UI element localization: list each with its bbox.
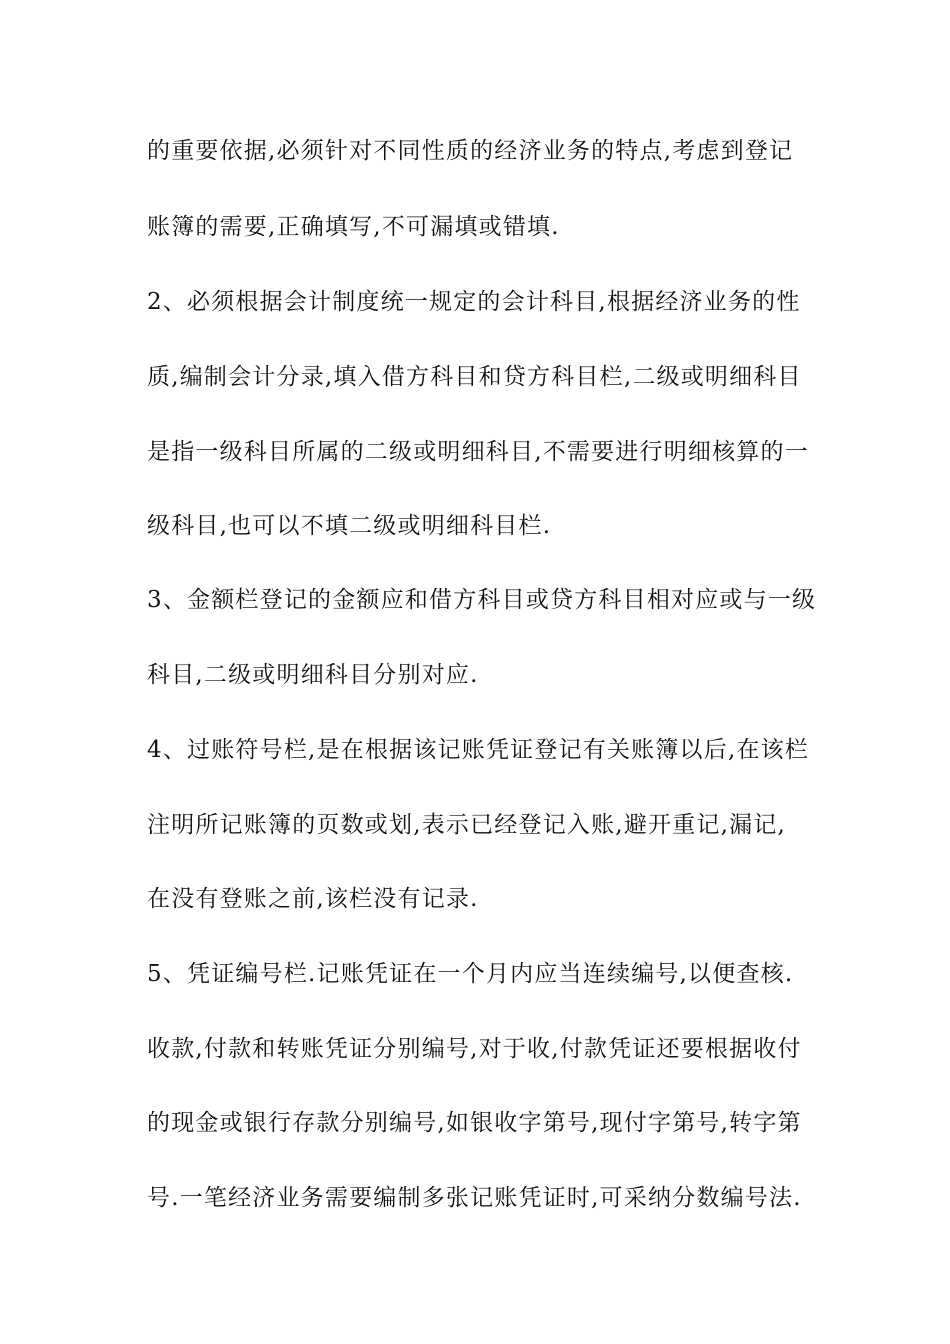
text-line: 科目,二级或明细科目分别对应. <box>147 662 479 688</box>
text-line: 2、必须根据会计制度统一规定的会计科目,根据经济业务的性 <box>147 289 801 315</box>
text-line: 账簿的需要,正确填写,不可漏填或错填. <box>147 214 560 240</box>
text-line: 号.一笔经济业务需要编制多张记账凭证时,可采纳分数编号法. <box>147 1185 802 1211</box>
text-line: 在没有登账之前,该栏没有记录. <box>147 886 479 912</box>
text-line: 质,编制会计分录,填入借方科目和贷方科目栏,二级或明细科目 <box>147 364 802 390</box>
text-line: 4、过账符号栏,是在根据该记账凭证登记有关账簿以后,在该栏 <box>147 737 810 763</box>
text-line: 的现金或银行存款分别编号,如银收字第号,现付字第号,转字第 <box>147 1110 802 1136</box>
text-line: 是指一级科目所属的二级或明细科目,不需要进行明细核算的一 <box>147 439 809 465</box>
text-line: 注明所记账簿的页数或划,表示已经登记入账,避开重记,漏记, <box>147 812 787 838</box>
text-line: 收款,付款和转账凭证分别编号,对于收,付款凭证还要根据收付 <box>147 1036 802 1062</box>
text-line: 5、凭证编号栏.记账凭证在一个月内应当连续编号,以便查核. <box>147 961 794 987</box>
text-line: 级科目,也可以不填二级或明细科目栏. <box>147 513 552 539</box>
text-line: 的重要依据,必须针对不同性质的经济业务的特点,考虑到登记 <box>147 138 794 164</box>
text-line: 3、金额栏登记的金额应和借方科目或贷方科目相对应或与一级 <box>147 587 817 613</box>
